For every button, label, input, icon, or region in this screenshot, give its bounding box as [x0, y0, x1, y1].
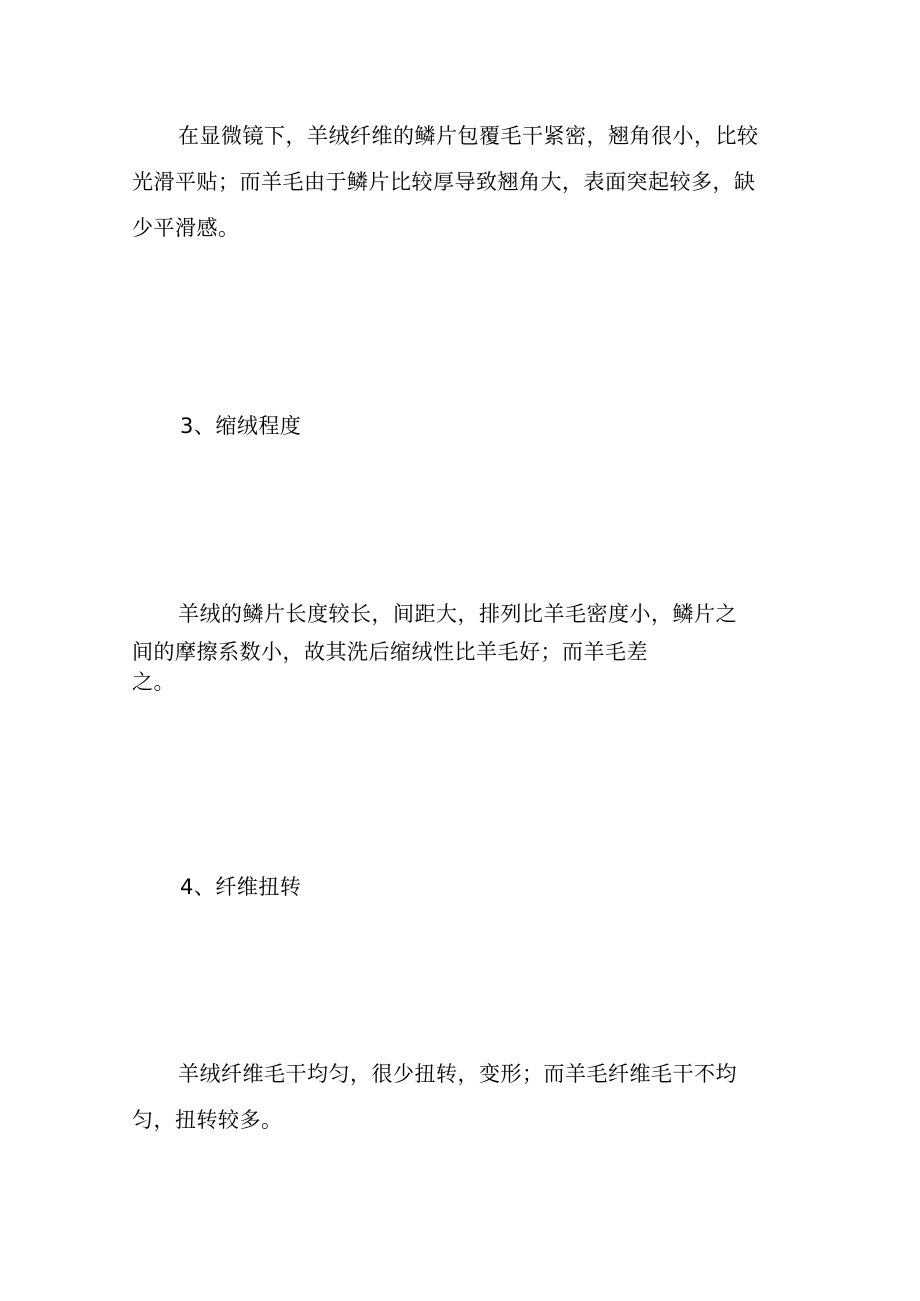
section-heading-fiber-twist: 4、纤维扭转: [180, 875, 302, 899]
paragraph-line: 在显微镜下，羊绒纤维的鳞片包覆毛干紧密，翘角很小，比较: [178, 124, 759, 148]
paragraph-line: 间的摩擦系数小，故其洗后缩绒性比羊毛好；而羊毛差: [132, 640, 648, 664]
paragraph-fiber-twist: [132, 1051, 800, 1143]
paragraph-line: 匀，扭转较多。: [132, 1108, 283, 1132]
paragraph-microscope-scales: [132, 113, 800, 251]
section-heading-felting: 3、缩绒程度: [180, 414, 302, 438]
paragraph-line: 少平滑感。: [132, 216, 240, 240]
paragraph-line: 羊绒的鳞片长度较长，间距大，排列比羊毛密度小，鳞片之: [178, 602, 737, 626]
paragraph-felting: [132, 591, 800, 697]
paragraph-line: 之。: [132, 670, 175, 694]
paragraph-line: 光滑平贴；而羊毛由于鳞片比较厚导致翘角大，表面突起较多，缺: [132, 170, 756, 194]
paragraph-line: 羊绒纤维毛干均匀，很少扭转，变形；而羊毛纤维毛干不均: [178, 1062, 737, 1086]
